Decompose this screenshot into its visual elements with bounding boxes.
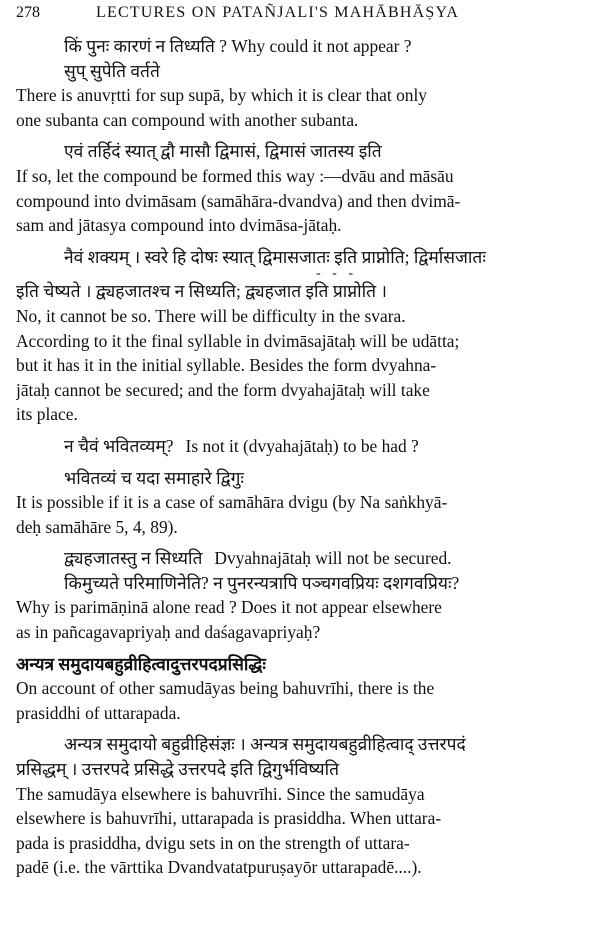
sanskrit-heading: अन्यत्र समुदायबहुव्रीहित्वादुत्तरपदप्रसिद्धिः xyxy=(16,653,266,674)
text-line: The samudāya elsewhere is bahuvrīhi. Since the samudāya xyxy=(16,783,425,804)
text-line: padē (i.e. the vārttika Dvandvatatpuruṣayōr uttarapadē....). xyxy=(16,857,422,878)
text-line: one subanta can compound with another subanta. xyxy=(16,109,359,130)
text-line: compound into dvimāsam (samāhāra-dvandva) and then dvimā- xyxy=(16,190,461,211)
sanskrit-line: किमुच्यते परिमाणिनेति? न पुनरन्यत्रापि पञ्चगवप्रियः दशगवप्रियः? xyxy=(64,572,460,593)
text-line: It is possible if it is a case of samāhāra dvigu (by Na saṅkhyā- xyxy=(16,492,448,513)
text-line: deḥ samāhāre 5, 4, 89). xyxy=(16,516,178,537)
sanskrit-line: प्रसिद्धम् । उत्तरपदे प्रसिद्धे उत्तरपदे इति द्विगुर्भविष्यति xyxy=(16,759,340,780)
english-phrase: Dvyahnajātaḥ will not be secured. xyxy=(214,548,452,569)
text-line: jātaḥ cannot be secured; and the form dvyahajātaḥ will take xyxy=(16,379,430,400)
sanskrit-line: सुप् सुपेति वर्तते xyxy=(64,60,160,81)
sanskrit-phrase: न चैवं भवितव्यम्? xyxy=(64,435,174,456)
text-line: There is anuvṛtti for sup supā, by which it is clear that only xyxy=(16,85,427,106)
text-line: If so, let the compound be formed this way :—dvāu and māsāu xyxy=(16,165,454,186)
sanskrit-line: एवं तर्हिदं स्यात् द्वौ मासौ द्विमासं, द्विमासं जातस्य इति xyxy=(64,141,382,162)
text-line: its place. xyxy=(16,404,78,425)
text-line: No, it cannot be so. There will be difficulty in the svara. xyxy=(16,305,406,326)
text-line: sam and jātasya compound into dvimāsa-jātaḥ. xyxy=(16,215,342,236)
sanskrit-line: किं पुनः कारणं न तिध्यति ? Why could it not appear ? xyxy=(64,36,412,56)
page-header xyxy=(16,0,582,34)
text-line: as in pañcagavapriyaḥ and daśagavapriyaḥ? xyxy=(16,622,321,643)
sanskrit-line: अन्यत्र समुदायो बहुव्रीहिसंज्ञः । अन्यत्र समुदायबहुव्रीहित्वाद् उत्तरपदं xyxy=(64,734,466,755)
text-line: On account of other samudāyas being bahuvrīhi, there is the xyxy=(16,678,435,699)
text-line: According to it the final syllable in dvimāsajātaḥ will be udātta; xyxy=(16,330,460,351)
english-phrase: Is not it (dvyahajātaḥ) to be had ? xyxy=(185,435,419,456)
text-line: pada is prasiddha, dvigu sets in on the strength of uttara- xyxy=(16,832,410,853)
mixed-line xyxy=(16,434,582,459)
text-line: prasiddhi of uttarapada. xyxy=(16,702,181,723)
sanskrit-line: भवितव्यं च यदा समाहारे द्विगुः xyxy=(64,467,244,488)
mixed-line xyxy=(16,546,582,571)
text-line: Why is parimāṇinā alone read ? Does it not appear elsewhere xyxy=(16,597,442,618)
accent-marks: - - - xyxy=(316,266,357,282)
text-line: but it has it in the initial syllable. Besides the form dvyahna- xyxy=(16,355,437,376)
text-line: elsewhere is bahuvrīhi, uttarapada is prasiddha. When uttara- xyxy=(16,808,442,829)
page-number: 278 xyxy=(16,4,40,21)
sanskrit-line: नैवं शक्यम् । स्वरे हि दोषः स्यात् द्विमासजातः इति प्राप्नोति; द्विर्मासजातः xyxy=(64,246,486,267)
sanskrit-line: इति चेष्यते । द्व्यहजातश्च न सिध्यति; द्व्यहजात इति प्राप्नोति । xyxy=(16,281,387,302)
running-title: LECTURES ON PATAÑJALI'S MAHĀBHĀṢYA xyxy=(96,4,460,21)
sanskrit-phrase: द्व्यहजातस्तु न सिध्यति xyxy=(64,548,203,569)
